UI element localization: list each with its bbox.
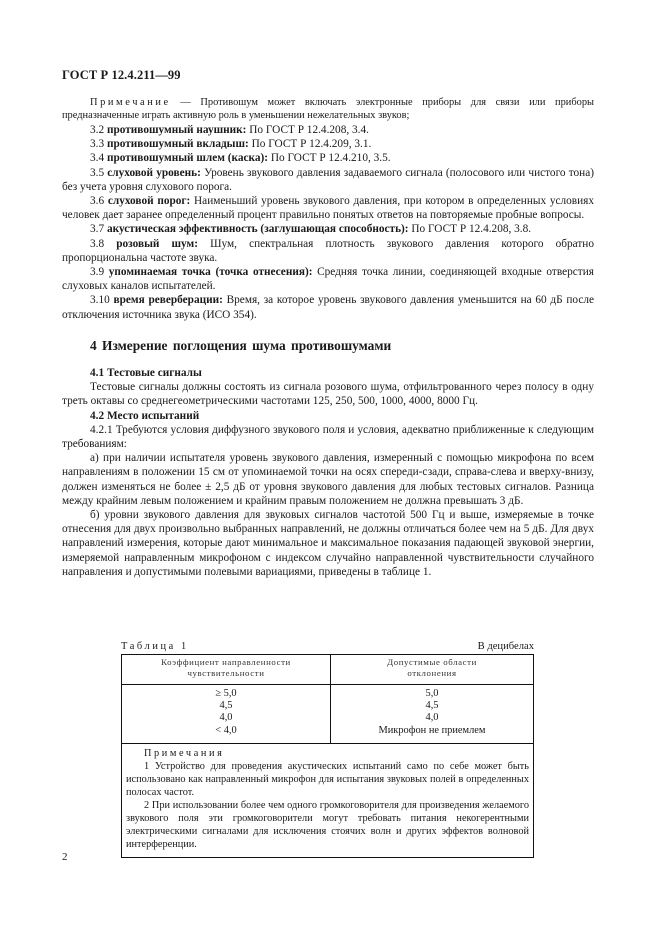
table-cell: 5,0 xyxy=(425,688,439,699)
section-4-2-1-text: 4.2.1 Требуются условия диффузного звукового поля и условия, адекватно приближенные к следующим требованиям: xyxy=(62,423,594,451)
definition-text: Наименьший уровень звукового давления, при котором в определенных условиях человек дает заранее определенный процент правильно понятых ответов на повторяемые пробные вопросы. xyxy=(62,195,595,222)
definition-term: время реверберации: xyxy=(113,294,223,307)
definition-term: акустическая эффективность (заглушающая способность): xyxy=(106,223,409,236)
document-body xyxy=(62,96,594,579)
definition-number: 3.9 xyxy=(90,266,105,279)
table-cell: 4,0 xyxy=(425,712,439,724)
table-unit: В децибелах xyxy=(477,641,534,652)
definition-3-8 xyxy=(62,237,594,265)
definition-3-10 xyxy=(62,293,594,321)
document-header: ГОСТ Р 12.4.211—99 xyxy=(62,68,181,82)
table-1 xyxy=(121,636,534,850)
header-line: чувствительности xyxy=(187,668,265,678)
header-line: Коэффициент направленности xyxy=(161,657,291,667)
table-header-row xyxy=(122,655,534,685)
definition-3-6 xyxy=(62,194,594,222)
note-label: Примечание xyxy=(90,97,171,108)
note-paragraph xyxy=(62,96,594,122)
definition-3-9 xyxy=(62,265,594,293)
definition-text: Средняя точка линии, соединяющей входные отверстия слуховых каналов испытателей. xyxy=(62,266,594,293)
header-line: отклонения xyxy=(407,668,457,678)
definition-number: 3.2 xyxy=(90,124,105,136)
definition-text: По ГОСТ Р 12.4.209, 3.1. xyxy=(248,138,372,151)
section-4-1-title: 4.1 Тестовые сигналы xyxy=(90,367,202,380)
item-a-text: а) при наличии испытателя уровень звукового давления, измеренный с помощью микрофона по всем направлениям в положении 15 см от упоминаемой точки на осях спереди-сзади, справа-слева и вверху-внизу, должен изменяться не более ± 2,5 дБ от уровня звукового давления для любых тестовых сигналов. Разница между крайним левым положением и крайним правым положением не должна превышать 3 дБ. xyxy=(62,452,594,507)
table-cell: 4,0 xyxy=(219,712,233,724)
section-4-title: 4 Измерение поглощения шума противошумами xyxy=(90,337,392,353)
definition-term: противошумный вкладыш: xyxy=(106,138,249,151)
table-note-2: 2 При использовании более чем одного громкоговорителя для произведения желаемого звукового поля эти громкоговорители могут требовать питания некогерентными электрическими сигналами для исключения стоячих волн и других эффектов волновой интерференции. xyxy=(126,800,529,850)
column-header-coefficient xyxy=(122,655,331,685)
header-line: Допустимые области xyxy=(387,657,477,667)
table-notes xyxy=(122,744,534,858)
coefficient-values xyxy=(122,685,331,744)
definition-term: упоминаемая точка (точка отнесения): xyxy=(108,266,313,279)
definition-3-3 xyxy=(62,137,594,151)
table-cell: Микрофон не приемлем xyxy=(378,724,486,736)
definition-3-2 xyxy=(62,123,594,137)
definition-number: 3.3 xyxy=(90,138,105,151)
table-cell: < 4,0 xyxy=(215,724,237,736)
table-cell: 4,5 xyxy=(219,700,233,712)
definition-number: 3.7 xyxy=(90,223,105,236)
definition-term: противошумный шлем (каска): xyxy=(106,152,269,165)
definition-term: розовый шум: xyxy=(116,237,199,250)
definition-3-5 xyxy=(62,166,594,194)
definition-text: По ГОСТ Р 12.4.210, 3.5. xyxy=(268,152,391,165)
definition-term: слуховой уровень: xyxy=(107,166,201,179)
table-cell: ≥ 5,0 xyxy=(215,688,237,699)
column-header-deviation xyxy=(331,655,534,685)
definition-text: Шум, спектральная плотность звукового давления которого обратно пропорциональна частоте звука. xyxy=(62,237,594,264)
table-note-1: 1 Устройство для проведения акустических испытаний само по себе может быть использовано как направленный микрофон для испытания звуковых полей в определенных полосах частот. xyxy=(126,761,529,798)
table-notes-row xyxy=(122,744,534,858)
deviation-values xyxy=(331,685,534,744)
definition-text: По ГОСТ Р 12.4.208, 3.8. xyxy=(408,223,532,236)
definition-number: 3.5 xyxy=(90,166,105,179)
section-4-1-text: Тестовые сигналы должны состоять из сигнала розового шума, отфильтрованного через полосу в одну треть октавы со среднегеометрическими частотами 125, 250, 500, 1000, 4000, 8000 Гц. xyxy=(62,381,594,408)
page-number: 2 xyxy=(62,851,68,863)
definition-term: противошумный наушник: xyxy=(106,124,247,136)
definition-text: По ГОСТ Р 12.4.208, 3.4. xyxy=(246,124,369,136)
item-b-text: б) уровни звукового давления для звуковых сигналов частотой 500 Гц и выше, измеряемые в точке отнесения для двух произвольно выбранных направлений, не должны отличаться более чем на 5 дБ. Для двух направлений измерения, которые дают минимальное и максимальное показания падающей звуковой энергии, измеряемой направленным микрофоном с индексом случайно направленной чувствительности случайного направления и допустимыми полевыми вариациями, приведены в таблице 1. xyxy=(62,509,594,578)
definition-number: 3.6 xyxy=(90,195,105,208)
notes-title: Примечания xyxy=(144,748,225,759)
definition-text: Уровень звукового давления задаваемого сигнала (полосового или чистого тона) без учета уровня слухового порога. xyxy=(62,166,594,193)
definition-number: 3.8 xyxy=(90,237,105,250)
note-text: — Противошум может включать электронные приборы для связи или приборы предназначенные играть активную роль в уменьшении нежелательных звуков; xyxy=(62,97,594,121)
definition-number: 3.4 xyxy=(90,152,105,165)
table-caption: Таблица 1 xyxy=(121,641,189,652)
definition-3-4 xyxy=(62,151,594,165)
definition-term: слуховой порог: xyxy=(107,195,191,208)
definition-text: Время, за которое уровень звукового давления уменьшится на 60 дБ после отключения источника звука (ИСО 354). xyxy=(62,294,595,321)
definition-number: 3.10 xyxy=(90,294,110,307)
table-body-row xyxy=(122,685,534,744)
section-4-2-title: 4.2 Место испытаний xyxy=(90,409,200,422)
table-cell: 4,5 xyxy=(425,700,439,712)
definition-3-7 xyxy=(62,222,594,236)
table-1-grid xyxy=(121,654,534,858)
